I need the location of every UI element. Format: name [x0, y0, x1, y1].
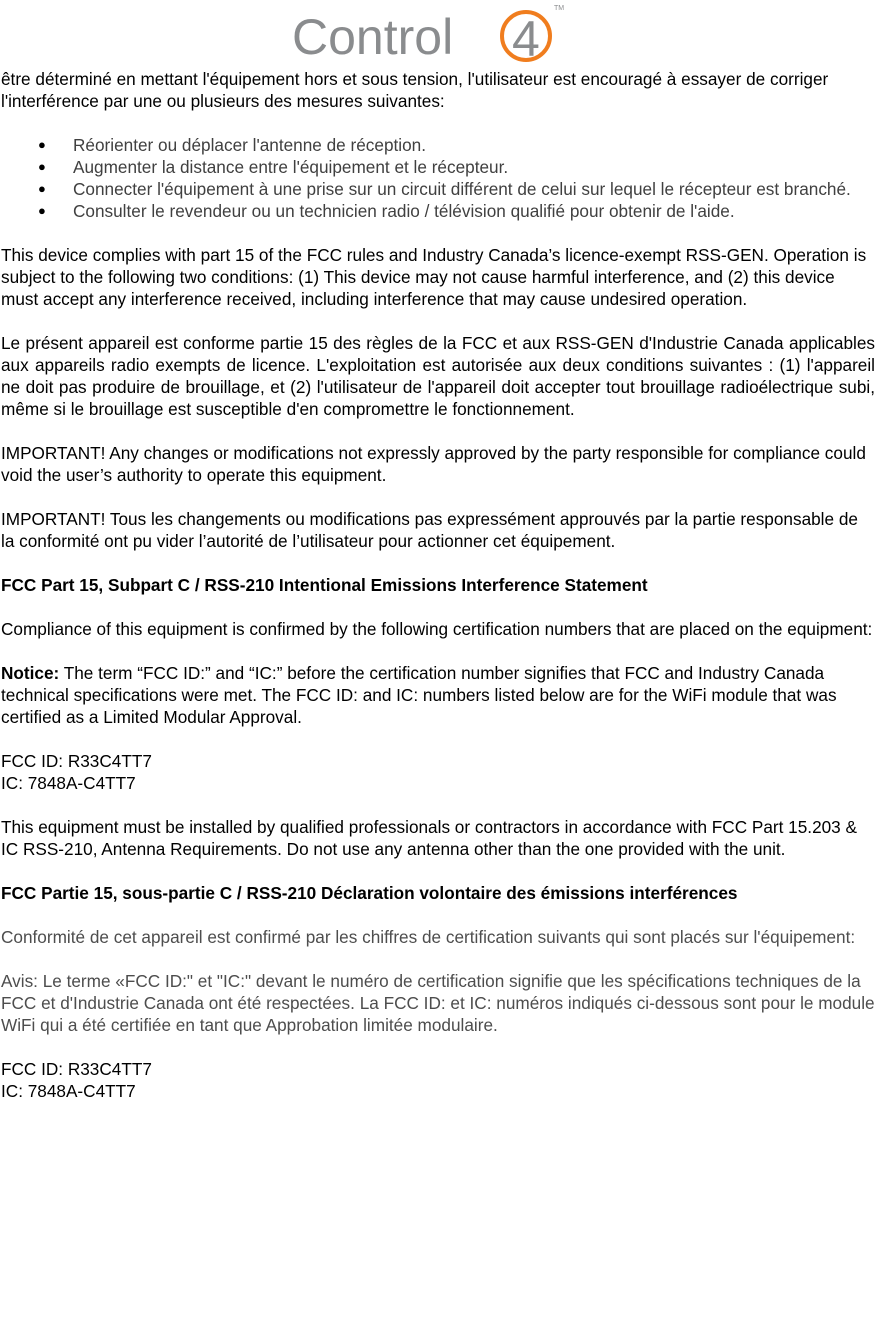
- list-item: ● Consulter le revendeur ou un technicien radio / télévision qualifié pour obtenir de l'aide.: [38, 201, 735, 221]
- paragraph-avis-fr: Avis: Le terme «FCC ID:" et "IC:" devant le numéro de certification signifie que les spécifications techniques de la FCC et d'Industrie Canada ont été respectées. La FCC ID: et IC: numéros indiqués ci-dessous sont pour le module WiFi qui a été certifiée en tant que Approbation limitée modulaire.: [1, 971, 875, 1035]
- paragraph-fcc-compliance-fr: Le présent appareil est conforme partie 15 des règles de la FCC et aux RSS-GEN d'Industrie Canada applicables aux appareils radio exempts de licence. L'exploitation est autorisée aux deux conditions suivantes : (1) l'appareil ne doit pas produire de brouillage, et (2) l'utilisateur de l'appareil doit accepter tout brouillage radioélectrique subi, même si le brouillage est susceptible d'en compromettre le fonctionnement.: [1, 333, 875, 419]
- paragraph-certification-fr: Conformité de cet appareil est confirmé par les chiffres de certification suivants qui sont placés sur l'équipement:: [1, 927, 856, 947]
- heading-intentional-emissions-fr: FCC Partie 15, sous-partie C / RSS-210 Déclaration volontaire des émissions interférences: [1, 883, 738, 903]
- control4-logo: [0, 0, 875, 66]
- ic-number-en: IC: 7848A-C4TT7: [1, 773, 136, 793]
- bullet-icon: ●: [38, 137, 46, 152]
- document-body: [1, 68, 875, 1102]
- bullet-icon: ●: [38, 181, 46, 196]
- notice-label: Notice:: [1, 663, 60, 683]
- ic-number-fr: IC: 7848A-C4TT7: [1, 1081, 136, 1101]
- list-item: ● Augmenter la distance entre l'équipement et le récepteur.: [38, 157, 509, 177]
- notice-text: The term “FCC ID:” and “IC:” before the certification number signifies that FCC and Industry Canada technical specifications were met. The FCC ID: and IC: numbers listed below are for the WiFi module that was certified as a Limited Modular Approval.: [1, 663, 837, 727]
- logo-number: 4: [512, 11, 540, 66]
- heading-intentional-emissions-en: FCC Part 15, Subpart C / RSS-210 Intentional Emissions Interference Statement: [1, 575, 648, 595]
- list-item: ● Réorienter ou déplacer l'antenne de réception.: [38, 135, 426, 155]
- bullet-icon: ●: [38, 159, 46, 174]
- paragraph-certification-en: Compliance of this equipment is confirmed by the following certification numbers that are placed on the equipment:: [1, 619, 873, 639]
- paragraph-antenna-requirements: This equipment must be installed by qualified professionals or contractors in accordance with FCC Part 15.203 & IC RSS-210, Antenna Requirements. Do not use any antenna other than the one provided with the unit.: [1, 817, 857, 859]
- logo-brand-text: Control: [292, 9, 454, 65]
- fcc-id-en: FCC ID: R33C4TT7: [1, 751, 152, 771]
- logo-trademark: TM: [554, 5, 565, 12]
- paragraph-important-fr: IMPORTANT! Tous les changements ou modifications pas expressément approuvés par la partie responsable de la conformité ont pu vider l’autorité de l’utilisateur pour actionner cet équipement.: [1, 509, 858, 551]
- fcc-id-fr: FCC ID: R33C4TT7: [1, 1059, 152, 1079]
- paragraph-notice: [1, 662, 875, 728]
- paragraph-fcc-compliance-en: This device complies with part 15 of the FCC rules and Industry Canada’s licence-exempt RSS-GEN. Operation is subject to the following two conditions: (1) This device may not cause harmful interference, and (2) this device must accept any interference received, including interference that may cause undesired operation.: [1, 245, 867, 309]
- measures-list: [1, 134, 875, 222]
- list-item: ● Connecter l'équipement à une prise sur un circuit différent de celui sur lequel le récepteur est branché.: [38, 179, 851, 199]
- bullet-icon: ●: [38, 203, 46, 218]
- control4-logo-graphic: [288, 0, 588, 66]
- paragraph-important-en: IMPORTANT! Any changes or modifications not expressly approved by the party responsible for compliance could void the user’s authority to operate this equipment.: [1, 443, 866, 485]
- paragraph-interference-fr: être déterminé en mettant l'équipement hors et sous tension, l'utilisateur est encouragé à essayer de corriger l'interférence par une ou plusieurs des mesures suivantes:: [1, 69, 829, 111]
